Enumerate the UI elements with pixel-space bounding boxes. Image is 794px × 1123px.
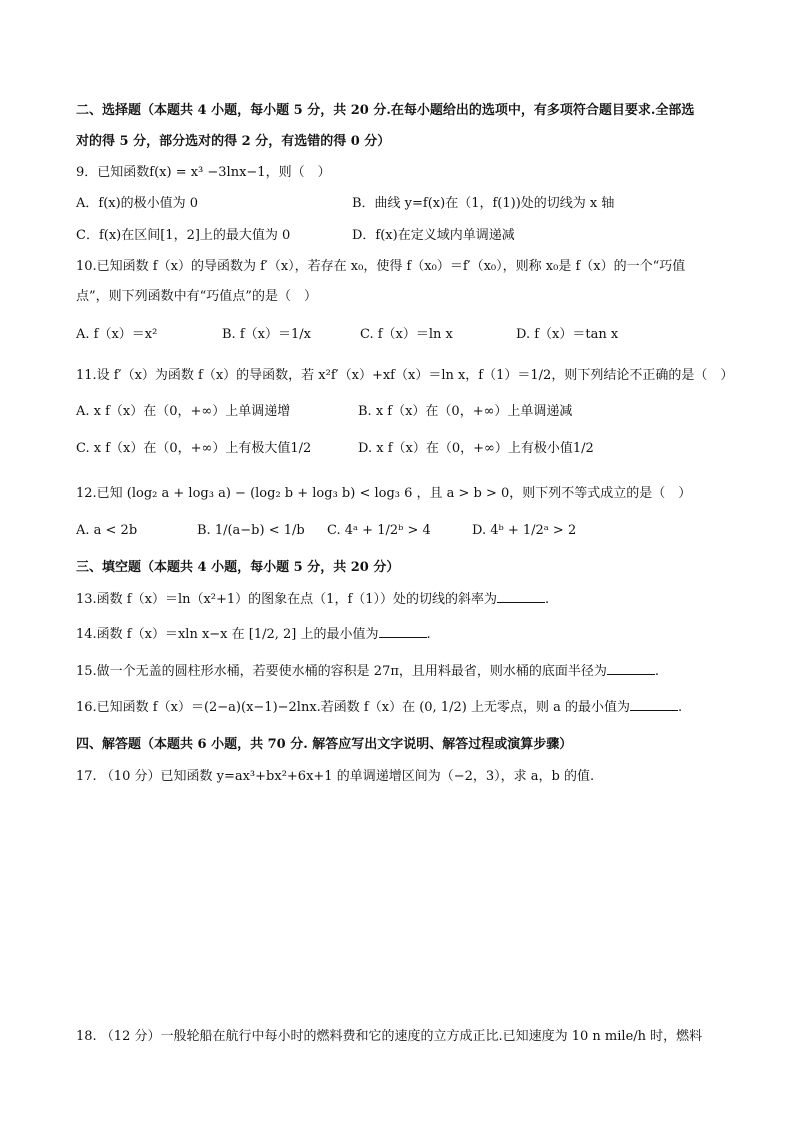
- q10-option-b: B. f（x）＝1/x: [222, 327, 311, 342]
- section4-header: 四、解答题（本题共 6 小题，共 70 分. 解答应写出文字说明、解答过程或演算步骤）: [76, 737, 573, 752]
- q11-option-a: A. x f（x）在（0，+∞）上单调递增: [76, 404, 291, 419]
- q16-text: 16.已知函数 f（x）＝(2−a)(x−1)−2lnx.若函数 f（x）在 (0, 1/2) 上无零点，则 a 的最小值为: [76, 700, 630, 715]
- q11-option-b: B. x f（x）在（0，+∞）上单调递减: [358, 404, 573, 419]
- q11-option-c: C. x f（x）在（0，+∞）上有极大值1/2: [76, 441, 312, 456]
- q13-answer-blank: [497, 590, 545, 603]
- q12-option-b: B. 1/(a−b) < 1/b: [197, 523, 305, 538]
- q15-text: 15.做一个无盖的圆柱形水桶，若要使水桶的容积是 27π，且用料最省，则水桶的底面半径为: [76, 664, 607, 679]
- q13-end: .: [545, 592, 550, 607]
- q11-stem: 11.设 f′（x）为函数 f（x）的导函数，若 x²f′（x）+xf（x）＝ln x，f（1）＝1/2，则下列结论不正确的是（ ）: [76, 368, 734, 383]
- q9-stem: 9．已知函数f(x) = x³ −3lnx−1，则（ ）: [76, 165, 331, 180]
- section2-header-line2: 对的得 5 分，部分选对的得 2 分，有选错的得 0 分）: [76, 134, 391, 149]
- q17-text: 17. （10 分）已知函数 y=ax³+bx²+6x+1 的单调递增区间为（−2，3），求 a，b 的值.: [76, 769, 595, 784]
- q14-text: 14.函数 f（x）＝xln x−x 在 [1/2, 2] 上的最小值为: [76, 627, 379, 642]
- q11-option-d: D. x f（x）在（0，+∞）上有极小值1/2: [358, 441, 594, 456]
- q10-option-d: D. f（x）＝tan x: [516, 327, 619, 342]
- q18-text: 18. （12 分）一般轮船在航行中每小时的燃料费和它的速度的立方成正比.已知速度为 10 n mile/h 时，燃料: [76, 1029, 703, 1044]
- q9-option-c: C．f(x)在区间[1，2]上的最大值为 0: [76, 228, 291, 243]
- section3-header: 三、填空题（本题共 4 小题，每小题 5 分，共 20 分）: [76, 560, 400, 575]
- q10-stem-line1: 10.已知函数 f（x）的导函数为 f′（x），若存在 x₀，使得 f（x₀）＝f′（x₀），则称 x₀是 f（x）的一个“巧值: [76, 259, 686, 274]
- q14-answer-blank: [379, 625, 427, 638]
- q13-line: [76, 590, 549, 610]
- q14-line: [76, 625, 431, 645]
- q16-line: [76, 698, 682, 718]
- q16-end: .: [677, 700, 683, 715]
- q14-end: .: [426, 627, 431, 642]
- q16-answer-blank: [630, 698, 678, 711]
- q10-option-a: A. f（x）＝x²: [76, 327, 158, 342]
- q12-stem: 12.已知 (log₂ a + log₃ a) − (log₂ b + log₃ b) < log₃ 6 ，且 a > b > 0，则下列不等式成立的是（ ）: [76, 486, 692, 501]
- q12-option-a: A. a < 2b: [76, 523, 138, 538]
- q9-option-b: B．曲线 y=f(x)在（1，f(1))处的切线为 x 轴: [352, 196, 615, 211]
- q10-stem-line2: 点”，则下列函数中有“巧值点”的是（ ）: [76, 289, 317, 304]
- q15-end: .: [654, 664, 660, 679]
- q12-option-c: C. 4ᵃ + 1/2ᵇ > 4: [327, 523, 431, 538]
- q15-line: [76, 662, 659, 682]
- q15-answer-blank: [607, 662, 655, 675]
- q9-option-a: A．f(x)的极小值为 0: [76, 196, 199, 211]
- section2-header-line1: 二、选择题（本题共 4 小题，每小题 5 分，共 20 分.在每小题给出的选项中，有多项符合题目要求.全部选: [76, 103, 695, 118]
- q9-option-d: D．f(x)在定义域内单调递减: [352, 228, 515, 243]
- q10-option-c: C. f（x）＝ln x: [360, 327, 453, 342]
- q12-option-d: D. 4ᵇ + 1/2ᵃ > 2: [472, 523, 577, 538]
- q13-text: 13.函数 f（x）＝ln（x²+1）的图象在点（1，f（1））处的切线的斜率为: [76, 592, 498, 607]
